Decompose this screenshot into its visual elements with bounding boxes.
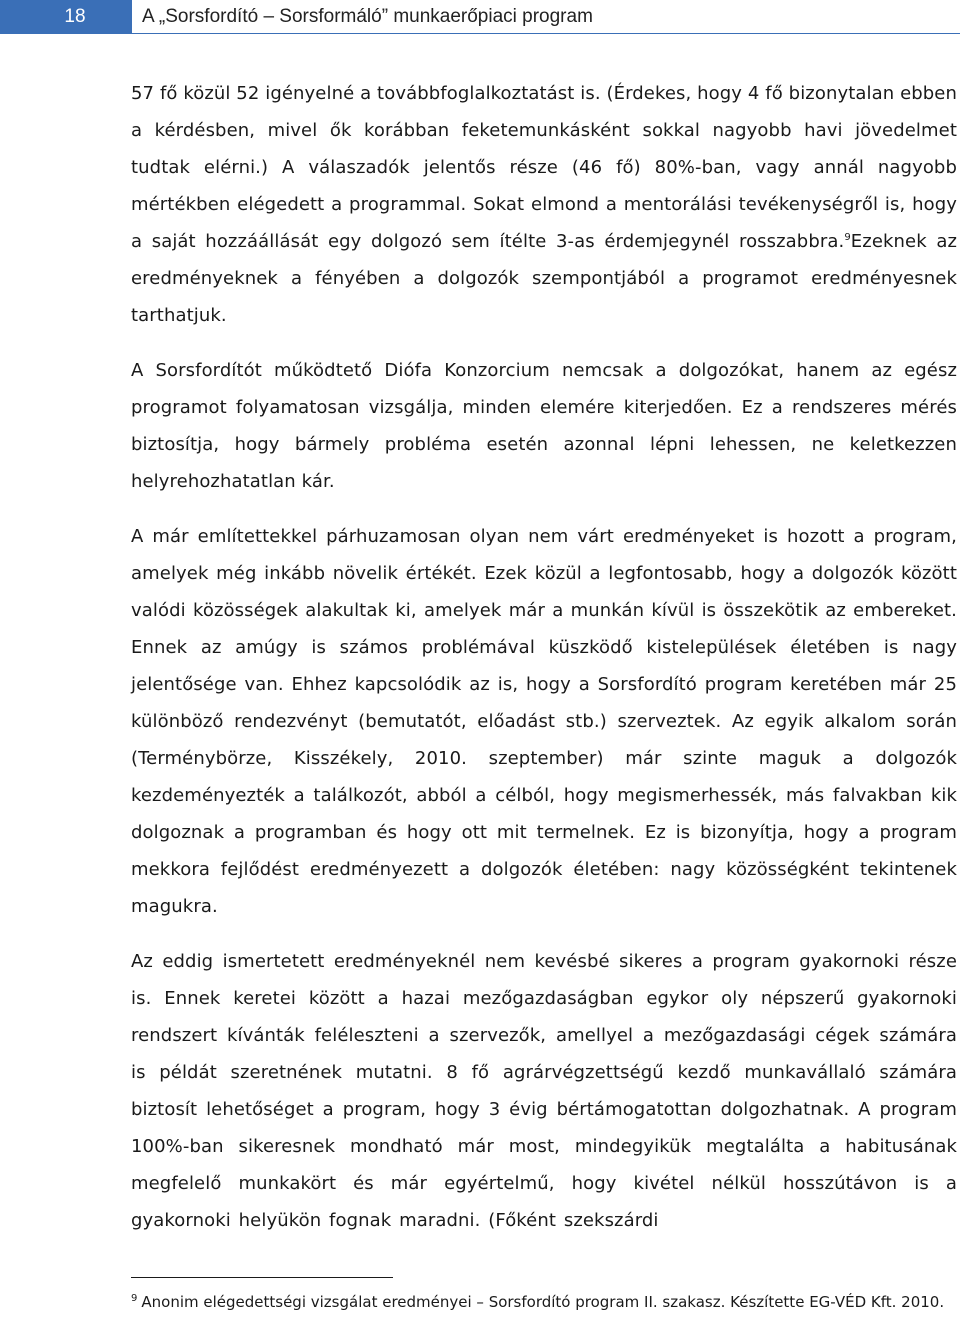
footnote-number: 9	[131, 1293, 138, 1304]
footnote-divider	[131, 1277, 393, 1278]
paragraph-3: A már említettekkel párhuzamosan olyan nem várt eredményeket is hozott a program, amelyek még inkább növelik értékét. Ezek közül a legfontosabb, hogy a dolgozók között valódi közösségek alakultak ki, amelyek már a munkán kívül is összekötik az embereket. Ennek az amúgy is számos problémával küszködő kistelepülések életében is nagy jelentősége van. Ehhez kapcsolódik az is, hogy a Sorsfordító program keretében már 25 különböző rendezvényt (bemutatót, előadást stb.) szerveztek. Az egyik alkalom során (Terménybörze, Kisszékely, 2010. szeptember) már szinte maguk a dolgozók kezdeményezték a találkozót, abból a célból, hogy megismerhessék, más falvakban kik dolgoznak a programban és hogy ott mit termelnek. Ez is bizonyítja, hogy a program mekkora fejlődést eredményezett a dolgozók életében: nagy közösségként tekintenek magukra.	[131, 526, 957, 917]
paragraph-1	[131, 75, 957, 334]
header-divider	[132, 33, 960, 34]
paragraph-1-text: 57 fő közül 52 igényelné a továbbfoglalkoztatást is. (Érdekes, hogy 4 fő bizonytalan ebben a kérdésben, mivel ők korábban feketemunkásként sokkal nagyobb havi jövedelmet tudtak elérni.) A válaszadók jelentős része (46 fő) 80%-ban, vagy annál nagyobb mértékben elégedett a programmal. Sokat elmond a mentorálási tevékenységről is, hogy a saját hozzáállását egy dolgozó sem ítélte 3-as érdemjegynél rosszabbra.	[131, 83, 957, 252]
footnote	[131, 1290, 957, 1315]
body-text	[131, 75, 957, 1257]
paragraph-1-continuation: Ezeknek az eredményeknek a fényében a dolgozók szempontjából a programot eredményesnek tarthatjuk.	[131, 231, 957, 326]
footnote-reference[interactable]: 9	[844, 232, 851, 243]
page-number: 18	[0, 0, 132, 34]
running-title: A „Sorsfordító – Sorsformáló” munkaerőpiaci program	[142, 6, 593, 27]
page-header	[0, 0, 960, 36]
footnote-text: Anonim elégedettségi vizsgálat eredményei – Sorsfordító program II. szakasz. Készítette EG-VÉD Kft. 2010.	[141, 1293, 945, 1311]
paragraph-2: A Sorsfordítót működtető Diófa Konzorcium nemcsak a dolgozókat, hanem az egész programot folyamatosan vizsgálja, minden elemére kiterjedően. Ez a rendszeres mérés biztosítja, hogy bármely probléma esetén azonnal lépni lehessen, ne keletkezzen helyrehozhatatlan kár.	[131, 360, 957, 492]
paragraph-4: Az eddig ismertetett eredményeknél nem kevésbé sikeres a program gyakornoki része is. Ennek keretei között a hazai mezőgazdaságban egykor oly népszerű gyakornoki rendszert kívánták feléleszteni a szervezők, amellyel a mezőgazdasági cégek számára is példát szeretnének mutatni. 8 fő agrárvégzettségű kezdő munkavállaló számára biztosít lehetőséget a program, hogy 3 évig bértámogatottan dolgozhatnak. A program 100%-ban sikeresnek mondható már most, mindegyikük megtalálta a habitusának megfelelő munkakört és már egyértelmű, hogy kivétel nélkül hosszútávon is a gyakornoki helyükön fognak maradni. (Főként szekszárdi	[131, 951, 957, 1231]
